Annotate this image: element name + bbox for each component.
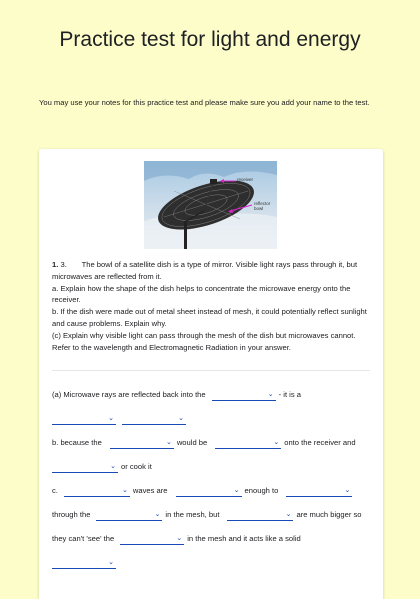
blank-dropdown-4[interactable]	[110, 435, 174, 449]
blank-dropdown-2[interactable]	[52, 411, 116, 425]
cloze-text: in the mesh, but	[165, 509, 220, 519]
blank-dropdown-3[interactable]	[122, 411, 186, 425]
cloze-text: enough to	[244, 485, 279, 495]
chevron-down-icon: ⌄	[233, 486, 240, 494]
receiver-label: receiver	[237, 177, 254, 182]
question-line-0: 1. 3. The bowl of a satellite dish is a type of mirror. Visible light rays pass through it, but microwaves are reflected from it.	[52, 260, 358, 281]
blank-dropdown-9[interactable]	[286, 483, 352, 497]
cloze-row-4	[52, 458, 152, 474]
cloze-text: are much bigger so	[296, 509, 362, 519]
reflector-label: reflector bowl	[254, 201, 271, 211]
chevron-down-icon: ⌄	[165, 438, 172, 446]
satellite-dish-image	[144, 161, 277, 249]
cloze-row-2	[52, 410, 189, 426]
chevron-down-icon: ⌄	[344, 486, 351, 494]
blank-dropdown-7[interactable]	[64, 483, 130, 497]
cloze-text: b. because the	[52, 437, 102, 447]
blank-dropdown-8[interactable]	[176, 483, 242, 497]
form-description: You may use your notes for this practice test and please make sure you add your name to the test.	[39, 98, 370, 107]
question-card	[39, 149, 383, 599]
chevron-down-icon: ⌄	[108, 414, 114, 422]
blank-dropdown-12[interactable]	[120, 531, 184, 545]
cloze-row-5	[52, 482, 355, 498]
chevron-down-icon: ⌄	[176, 534, 183, 542]
cloze-text: waves are	[132, 485, 168, 495]
question-text	[52, 259, 372, 353]
question-line-c: (c) Explain why visible light can pass through the mesh of the dish but microwaves cannot. Refer to the wavelength and Electromagnetic Radiation in your answer.	[52, 330, 356, 352]
cloze-text: onto the receiver and	[284, 437, 356, 447]
chevron-down-icon: ⌄	[122, 486, 128, 494]
blank-dropdown-1[interactable]	[212, 387, 276, 401]
chevron-down-icon: ⌄	[154, 510, 161, 518]
blank-dropdown-10[interactable]	[96, 507, 162, 521]
cloze-row-1	[52, 386, 301, 402]
chevron-down-icon: ⌄	[108, 558, 114, 566]
cloze-text: c.	[52, 485, 58, 495]
chevron-down-icon: ⌄	[110, 462, 116, 470]
cloze-text: would be	[176, 437, 208, 447]
blank-dropdown-11[interactable]	[227, 507, 293, 521]
blank-dropdown-5[interactable]	[215, 435, 281, 449]
cloze-text: in the mesh and it acts like a solid	[187, 533, 301, 543]
chevron-down-icon: ⌄	[273, 438, 280, 446]
cloze-row-6	[52, 506, 361, 522]
question-number: 1.	[52, 260, 59, 269]
chevron-down-icon: ⌄	[178, 414, 184, 422]
cloze-row-8	[52, 554, 119, 570]
question-line-b: b. If the dish were made out of metal sheet instead of mesh, it could potentially reflect sunlight and cause problems. Explain why.	[52, 307, 367, 328]
cloze-text: or cook it	[121, 461, 152, 471]
page-title: Practice test for light and energy	[59, 28, 361, 51]
cloze-text: through the	[52, 509, 91, 519]
question-line-a: a. Explain how the shape of the dish helps to concentrate the microwave energy onto the receiver.	[52, 283, 351, 305]
cloze-text: (a) Microwave rays are reflected back into the	[52, 389, 206, 399]
blank-dropdown-6[interactable]	[52, 459, 118, 473]
cloze-text: they can't 'see' the	[52, 533, 115, 543]
chevron-down-icon: ⌄	[285, 510, 292, 518]
divider	[52, 370, 370, 371]
cloze-row-7	[52, 530, 301, 546]
blank-dropdown-13[interactable]	[52, 555, 116, 569]
cloze-row-3	[52, 434, 356, 450]
cloze-text: - it is a	[278, 389, 302, 399]
chevron-down-icon: ⌄	[267, 390, 274, 398]
